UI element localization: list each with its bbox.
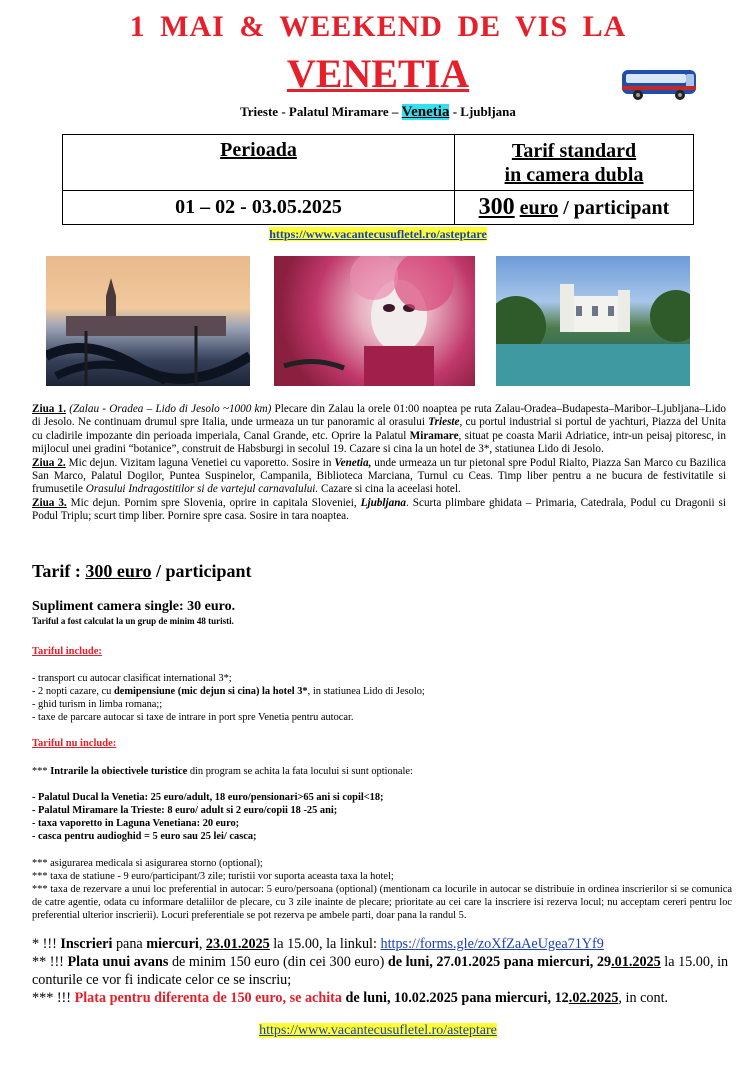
l3-text: , in cont. [618, 990, 669, 1006]
day-3-text-b: . Scurta plimbare ghidata – Primaria, Catedrala, Podul cu Dragonii si Podul Triplu; scurt timp liber. Pornire spre casa. Sosire in tara noaptea. [32, 496, 726, 523]
objective-prices [32, 791, 732, 843]
day-1-route: (Zalau - Oradea – Lido di Jesolo ~1000 km) [66, 403, 272, 415]
website-link-top[interactable] [0, 227, 756, 242]
registration-form-link[interactable]: https://forms.gle/zoXfZaAeUgea71Yf9 [380, 936, 604, 952]
itinerary-text [32, 403, 726, 524]
objective-price: - Palatul Ducal la Venetia: 25 euro/adult, 18 euro/pensionari>65 ani si copil<18; [32, 792, 384, 803]
day-2-text-c: Cazare si cina la aceelasi hotel. [318, 483, 461, 496]
price-value-cell [455, 191, 694, 225]
photo-carnival-mask [274, 256, 475, 386]
include-item-2b: demipensiune (mic dejun si cina) la hotel 3* [113, 686, 308, 697]
exclude-intro-bold: Intrarile la obiectivele turistice [50, 766, 188, 777]
l2-date-end: .01.2025 [611, 954, 661, 970]
tariff-header-line2: in camera dubla [504, 164, 644, 186]
title-venetia: VENETIA [286, 51, 470, 96]
period-header: Perioada [220, 139, 297, 161]
day-1-text: Plecare din Zalau la orele 01:00 noaptea pe ruta Zalau-Oradea–Budapesta–Maribor–Ljubljana–Lido di Jesolo. Ne continuam drumul spre Italia, unde urmeaza un tur panoramic al orasului [32, 403, 726, 429]
price-suffix: / participant [558, 197, 670, 219]
route-end: - Ljubljana [449, 104, 516, 119]
tariff-header-cell [455, 135, 694, 191]
day-3-ljubljana: Ljubljana [360, 496, 407, 509]
objective-price: - Palatul Miramare la Trieste: 8 euro/ adult si 2 euro/copii 18 -25 ani; [32, 805, 338, 816]
tariff-header-line1: Tarif standard [511, 140, 637, 162]
exclude-extras [32, 857, 732, 922]
day-2-label: Ziua 2. [32, 456, 66, 469]
l2-stars: ** !!! [32, 954, 68, 970]
period-value: 01 – 02 - 03.05.2025 [63, 191, 455, 225]
l1-date: 23.01.2025 [205, 936, 270, 952]
day-1-miramare: Miramare [409, 429, 459, 442]
route-highlight-venetia: Venetia [401, 104, 450, 120]
bus-icon [620, 66, 698, 102]
objective-price: - casca pentru audioghid = 5 euro sau 25 lei/ casca; [32, 831, 257, 842]
l1-stars: * !!! [32, 936, 61, 952]
l2-text: de minim 150 euro (din cei 300 euro) [168, 954, 388, 970]
objective-price: - taxa vaporetto in Laguna Venetiana: 20 euro; [32, 818, 240, 829]
include-item [32, 685, 732, 698]
day-2 [32, 457, 726, 497]
website-link-top-text[interactable]: https://www.vacantecusufletel.ro/asteptare [269, 227, 487, 241]
l3-stars: *** !!! [32, 990, 75, 1006]
day-1-label: Ziua 1. [32, 403, 66, 415]
day-3-text: Mic dejun. Pornim spre Slovenia, oprire in capitala Sloveniei, [66, 496, 361, 509]
route-start: Trieste - Palatul Miramare – [240, 104, 402, 119]
l3-date-end: .02.2025 [568, 990, 619, 1006]
website-link-bottom-text[interactable]: https://www.vacantecusufletel.ro/asteptare [259, 1023, 497, 1038]
include-item: - ghid turism in limba romana;; [32, 699, 163, 710]
tariff-amount: 300 euro [85, 561, 152, 581]
l2-text-b: la 15.00, in conturile ce vor fi indicate celor ce se inscriu; [32, 954, 729, 988]
deadlines [32, 935, 732, 1007]
registration-deadline [32, 935, 732, 953]
tariff-label: Tarif : [32, 561, 86, 581]
include-list [32, 672, 732, 724]
advance-payment [32, 953, 732, 989]
l3-dates: de luni, 10.02.2025 pana miercuri, 12 [342, 990, 569, 1006]
route-subtitle [0, 104, 756, 121]
exclude-intro [32, 765, 732, 778]
day-1-text-b: , cu portul industrial si portul de yachturi, Piazza del Unita cu cladirile impozante din perioada imperiala, Canal Grande, etc. Oprire la Palatul [32, 416, 727, 442]
photo-venice-gondolas [46, 256, 250, 386]
day-1 [32, 403, 726, 457]
single-supplement: Supliment camera single: 30 euro. [32, 599, 236, 614]
photo-miramare-castle [496, 256, 690, 386]
include-item-2c: , in statiunea Lido di Jesolo; [307, 686, 425, 697]
l2-dates: de luni, 27.01.2025 pana miercuri, 29 [387, 954, 612, 970]
l3-red: Plata pentru diferenta de 150 euro, se achita [74, 990, 342, 1006]
day-1-trieste: Trieste [428, 416, 460, 429]
group-minimum-note: Tariful a fost calculat la un grup de minim 48 turisti. [32, 616, 234, 626]
day-2-text-b: unde urmeaza un tur pietonal spre Podul Rialto, Piazza San Marco cu Bazilica San Marco, Palatul Dogilor, Puntea Suspinelor, Campanila, Biblioteca Marciana, Turnul cu Ceas. Timp liber pentru a ne bucura de festivitatile si frumusetile [32, 456, 726, 496]
include-item-2a: - 2 nopti cazare, cu [32, 686, 114, 697]
exclude-extra: *** asigurarea medicala si asigurarea storno (optional); [32, 858, 263, 869]
tariff-suffix: / participant [151, 561, 252, 581]
website-link-bottom[interactable] [0, 1023, 756, 1039]
day-2-italic: Orasului Indragostitilor si de vartejul carnavalului. [85, 483, 319, 496]
exclude-heading: Tariful nu include: [32, 738, 117, 749]
day-3 [32, 497, 726, 524]
price-amount: 300 [478, 194, 515, 220]
title-line-1: 1 MAI & WEEKEND DE VIS LA [129, 10, 627, 43]
day-3-label: Ziua 3. [32, 496, 67, 509]
exclude-extra: *** taxa de rezervare a unui loc preferential in autocar: 5 euro/persoana (optional) (mentionam ca locurile in autocar se distribuie in ordinea inscrierilor si se comunica de catre agentie, odata cu informare detaliilor de plecare, cu 3 zile inainte de plecare; prioritate au cei care la inscriere isi rezerva locul; nu acceptam cereri pentru loc preferential ulterior inscrierii). Locuri preferentiale se pot rezerva pe ambele parti, doar pana la randul 5. [32, 884, 732, 921]
tariff-line [32, 561, 252, 582]
day-2-text: Mic dejun. Vizitam laguna Venetiei cu vaporetto. Sosire in [65, 456, 335, 469]
day-1-text-c: , situat pe coasta Marii Adriatice, intr-un peisaj pitoresc, in mijlocul unei gradini “botanice”, construit de Habsburgi in secolul 19. Cazare si cina la un hotel de 3*, statiunea Lido di Jesolo. [32, 429, 726, 456]
exclude-intro-stars: *** [32, 766, 51, 777]
final-payment [32, 989, 732, 1007]
l1-text: la 15.00, la linkul: [269, 936, 381, 952]
l2-plata: Plata unui avans [67, 954, 169, 970]
l1-inscrieri: Inscrieri [60, 936, 113, 952]
include-item: - taxe de parcare autocar si taxe de intrare in port spre Venetia pentru autocar. [32, 712, 354, 723]
include-item: - transport cu autocar clasificat international 3*; [32, 673, 232, 684]
exclude-intro-text: din program se achita la fata locului si sunt optionale: [187, 766, 413, 777]
exclude-extra: *** taxa de statiune - 9 euro/participant/3 zile; turistii vor suporta aceasta taxa la hotel; [32, 871, 394, 882]
l1-miercuri: miercuri [146, 936, 199, 952]
price-table [62, 134, 694, 225]
include-heading: Tariful include: [32, 646, 102, 657]
day-2-venetia: Venetia, [334, 456, 372, 469]
l1-pana: pana [112, 936, 147, 952]
l1-comma: , [198, 936, 206, 952]
period-header-cell [63, 135, 455, 191]
price-currency: euro [519, 197, 559, 219]
